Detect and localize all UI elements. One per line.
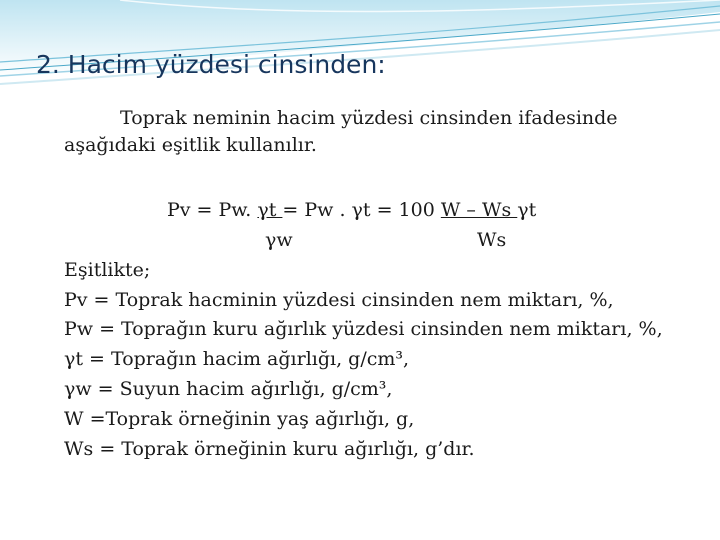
definition-pv: Pv = Toprak hacminin yüzdesi cinsinden nem miktarı, %, xyxy=(64,289,614,311)
formula-part-1: Pv = Pw. xyxy=(167,199,258,221)
intro-paragraph xyxy=(64,105,694,159)
formula-fraction-2-numerator: W – Ws xyxy=(440,199,518,221)
intro-line-2: aşağıdaki eşitlik kullanılır. xyxy=(64,134,317,156)
formula-fraction-1-denominator: γw xyxy=(265,229,293,251)
formula-fraction-1-numerator: γt xyxy=(257,199,283,221)
intro-line-1: Toprak neminin hacim yüzdesi cinsinden ifadesinde xyxy=(120,107,618,129)
slide-title: 2. Hacim yüzdesi cinsinden: xyxy=(36,50,386,79)
definitions-heading: Eşitlikte; xyxy=(64,259,151,281)
formula-denominator-row xyxy=(167,225,627,255)
formula-part-3: γt xyxy=(517,199,537,221)
definition-gamma-t: γt = Toprağın hacim ağırlığı, g/cm³, xyxy=(64,348,410,370)
definition-ws: Ws = Toprak örneğinin kuru ağırlığı, g’dır. xyxy=(64,438,475,460)
formula-fraction-2-denominator: Ws xyxy=(477,229,507,251)
formula-part-2: = Pw . γt = 100 xyxy=(282,199,441,221)
definition-gamma-w: γw = Suyun hacim ağırlığı, g/cm³, xyxy=(64,378,393,400)
formula-numerator-row xyxy=(167,195,627,225)
definition-pw: Pw = Toprağın kuru ağırlık yüzdesi cinsinden nem miktarı, %, xyxy=(64,318,663,340)
formula-block xyxy=(167,195,627,255)
definition-w: W =Toprak örneğinin yaş ağırlığı, g, xyxy=(64,408,415,430)
definitions-list xyxy=(64,255,704,464)
